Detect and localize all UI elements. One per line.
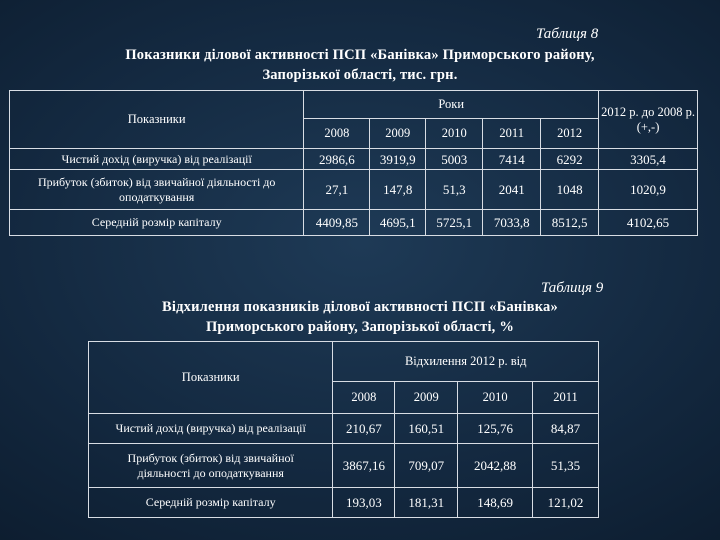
table8-cell: 5725,1 [426, 210, 483, 236]
table8-cell: 2041 [483, 170, 541, 210]
table8-cell: 4102,65 [599, 210, 698, 236]
table9 [88, 341, 599, 518]
table8-row-label: Прибуток (збиток) від звичайної діяльності до оподаткування [10, 170, 304, 210]
table8-cell: 3305,4 [599, 149, 698, 170]
table9-cell: 3867,16 [333, 444, 395, 488]
table8-year-header: 2008 [304, 119, 370, 149]
table9-row-label: Середній розмір капіталу [89, 488, 333, 518]
table8-cell: 2986,6 [304, 149, 370, 170]
table8-row-label: Середній розмір капіталу [10, 210, 304, 236]
table8-cell: 5003 [426, 149, 483, 170]
table9-cell: 148,69 [458, 488, 533, 518]
table8-cell: 51,3 [426, 170, 483, 210]
table9-row-label: Чистий дохід (виручка) від реалізації [89, 414, 333, 444]
table9-header-indicator: Показники [89, 342, 333, 414]
table9-cell: 181,31 [395, 488, 458, 518]
table8-year-header: 2009 [370, 119, 426, 149]
table8-cell: 4695,1 [370, 210, 426, 236]
table-row [10, 149, 698, 170]
table-row [10, 170, 698, 210]
table9-title-line1: Відхилення показників ділової активності ПСП «Банівка» [162, 299, 558, 315]
table8-title-line1: Показники ділової активності ПСП «Банівка» Приморського району, [125, 47, 595, 63]
table8 [9, 90, 698, 236]
table8-title-line2: Запорізької області, тис. грн. [262, 67, 458, 83]
table9-cell: 709,07 [395, 444, 458, 488]
table8-row-label: Чистий дохід (виручка) від реалізації [10, 149, 304, 170]
table8-cell: 27,1 [304, 170, 370, 210]
table9-cell: 193,03 [333, 488, 395, 518]
table9-cell: 51,35 [533, 444, 599, 488]
table9-cell: 125,76 [458, 414, 533, 444]
table8-cell: 8512,5 [541, 210, 599, 236]
table9-header-deviation: Відхилення 2012 р. від [333, 342, 599, 382]
table-row [10, 210, 698, 236]
table8-cell: 7414 [483, 149, 541, 170]
table8-header-years: Роки [304, 91, 599, 119]
table8-cell: 7033,8 [483, 210, 541, 236]
table8-cell: 6292 [541, 149, 599, 170]
table-row [89, 488, 599, 518]
table8-cell: 4409,85 [304, 210, 370, 236]
table9-row-label: Прибуток (збиток) від звичайної діяльності до оподаткування [89, 444, 333, 488]
table9-cell: 160,51 [395, 414, 458, 444]
table9-cell: 210,67 [333, 414, 395, 444]
table-row [89, 444, 599, 488]
table9-year-header: 2011 [533, 382, 599, 414]
table-row [89, 414, 599, 444]
table9-cell: 84,87 [533, 414, 599, 444]
table8-cell: 1048 [541, 170, 599, 210]
table8-year-header: 2012 [541, 119, 599, 149]
table8-year-header: 2011 [483, 119, 541, 149]
table8-label: Таблиця 8 [536, 26, 599, 42]
table8-cell: 147,8 [370, 170, 426, 210]
table9-title-line2: Приморського району, Запорізької області, % [205, 319, 515, 335]
table8-cell: 1020,9 [599, 170, 698, 210]
table9-label: Таблиця 9 [541, 280, 604, 296]
table8-cell: 3919,9 [370, 149, 426, 170]
table8-header-indicator: Показники [10, 91, 304, 149]
table9-year-header: 2010 [458, 382, 533, 414]
table9-year-header: 2008 [333, 382, 395, 414]
table8-header-change: 2012 р. до 2008 р. (+,-) [599, 91, 698, 149]
table8-year-header: 2010 [426, 119, 483, 149]
table9-cell: 2042,88 [458, 444, 533, 488]
table9-cell: 121,02 [533, 488, 599, 518]
table9-year-header: 2009 [395, 382, 458, 414]
